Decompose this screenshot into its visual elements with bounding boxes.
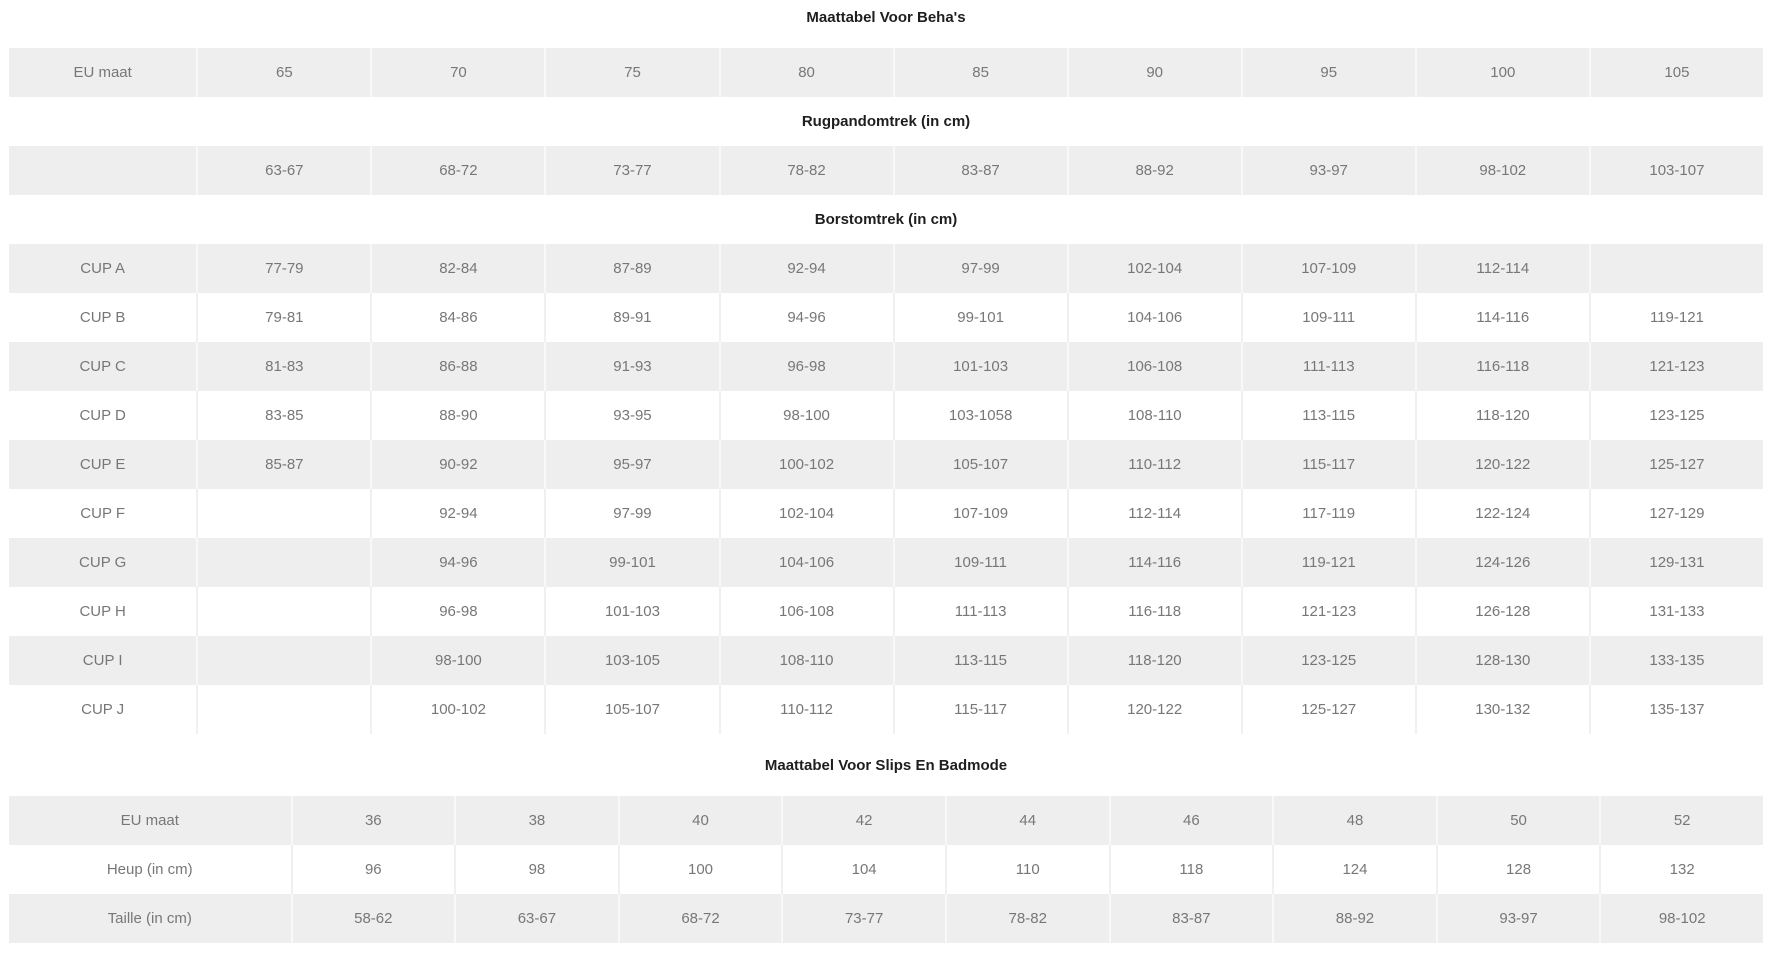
bust-value-cell <box>196 636 370 685</box>
brief-table-row <box>9 796 1763 845</box>
value-cell: 44 <box>945 796 1109 845</box>
bust-value-cell: 92-94 <box>719 244 893 293</box>
value-cell: 73-77 <box>781 894 945 943</box>
bust-value-cell: 91-93 <box>544 342 718 391</box>
bust-value-cell: 85-87 <box>196 440 370 489</box>
size-col-header: 90 <box>1067 48 1241 97</box>
cup-row <box>9 587 1763 636</box>
bust-value-cell: 133-135 <box>1589 636 1763 685</box>
bust-value-cell: 87-89 <box>544 244 718 293</box>
bust-value-cell: 131-133 <box>1589 587 1763 636</box>
value-cell: 110 <box>945 845 1109 894</box>
band-value-cell: 63-67 <box>196 146 370 195</box>
value-cell: 48 <box>1272 796 1436 845</box>
bust-value-cell: 112-114 <box>1415 244 1589 293</box>
bust-value-cell: 130-132 <box>1415 685 1589 734</box>
band-value-cell: 103-107 <box>1589 146 1763 195</box>
row-label: Taille (in cm) <box>9 894 291 943</box>
size-col-header: 85 <box>893 48 1067 97</box>
bust-value-cell: 113-115 <box>893 636 1067 685</box>
bust-value-cell: 98-100 <box>370 636 544 685</box>
band-value-cell: 83-87 <box>893 146 1067 195</box>
bust-value-cell: 111-113 <box>1241 342 1415 391</box>
bust-value-cell: 92-94 <box>370 489 544 538</box>
cup-row-label: CUP B <box>9 293 196 342</box>
bust-value-cell: 105-107 <box>893 440 1067 489</box>
value-cell: 42 <box>781 796 945 845</box>
bust-value-cell: 125-127 <box>1241 685 1415 734</box>
cup-row <box>9 489 1763 538</box>
size-col-header: 75 <box>544 48 718 97</box>
size-col-header: 80 <box>719 48 893 97</box>
value-cell: 83-87 <box>1109 894 1273 943</box>
bust-value-cell: 107-109 <box>893 489 1067 538</box>
size-col-header: 70 <box>370 48 544 97</box>
bust-value-cell: 79-81 <box>196 293 370 342</box>
value-cell: 118 <box>1109 845 1273 894</box>
band-value-cell: 98-102 <box>1415 146 1589 195</box>
bust-value-cell: 114-116 <box>1067 538 1241 587</box>
cup-row-label: CUP G <box>9 538 196 587</box>
size-col-header: 105 <box>1589 48 1763 97</box>
cup-row <box>9 636 1763 685</box>
value-cell: 132 <box>1599 845 1763 894</box>
cup-row <box>9 342 1763 391</box>
band-section-row <box>9 97 1763 146</box>
bust-value-cell: 121-123 <box>1241 587 1415 636</box>
bust-value-cell <box>196 489 370 538</box>
bra-size-header-row <box>9 48 1763 97</box>
bust-value-cell: 109-111 <box>893 538 1067 587</box>
bust-value-cell: 120-122 <box>1415 440 1589 489</box>
cup-row-label: CUP A <box>9 244 196 293</box>
bust-value-cell: 135-137 <box>1589 685 1763 734</box>
value-cell: 38 <box>454 796 618 845</box>
band-values-row <box>9 146 1763 195</box>
bust-value-cell: 100-102 <box>370 685 544 734</box>
bust-value-cell: 94-96 <box>719 293 893 342</box>
bra-table-title: Maattabel Voor Beha's <box>806 9 966 26</box>
bust-value-cell: 104-106 <box>719 538 893 587</box>
value-cell: 46 <box>1109 796 1273 845</box>
value-cell: 98 <box>454 845 618 894</box>
bust-value-cell <box>196 587 370 636</box>
brief-size-table <box>9 796 1763 943</box>
value-cell: 50 <box>1436 796 1600 845</box>
bust-value-cell: 94-96 <box>370 538 544 587</box>
band-value-cell: 68-72 <box>370 146 544 195</box>
bust-value-cell: 123-125 <box>1241 636 1415 685</box>
brief-table-row <box>9 894 1763 943</box>
row-label: Heup (in cm) <box>9 845 291 894</box>
bust-value-cell: 96-98 <box>719 342 893 391</box>
brief-table-title: Maattabel Voor Slips En Badmode <box>764 757 1008 774</box>
bust-value-cell: 83-85 <box>196 391 370 440</box>
bust-value-cell: 112-114 <box>1067 489 1241 538</box>
bust-value-cell: 97-99 <box>893 244 1067 293</box>
cup-row <box>9 244 1763 293</box>
band-section-title: Rugpandomtrek (in cm) <box>9 97 1763 146</box>
bust-value-cell: 101-103 <box>544 587 718 636</box>
bust-value-cell: 101-103 <box>893 342 1067 391</box>
bust-value-cell: 89-91 <box>544 293 718 342</box>
value-cell: 78-82 <box>945 894 1109 943</box>
bust-value-cell: 77-79 <box>196 244 370 293</box>
bust-value-cell: 98-100 <box>719 391 893 440</box>
bust-value-cell: 111-113 <box>893 587 1067 636</box>
brief-table-row <box>9 845 1763 894</box>
bust-value-cell: 104-106 <box>1067 293 1241 342</box>
value-cell: 52 <box>1599 796 1763 845</box>
bust-value-cell: 108-110 <box>719 636 893 685</box>
value-cell: 128 <box>1436 845 1600 894</box>
bust-value-cell: 113-115 <box>1241 391 1415 440</box>
size-col-header: 95 <box>1241 48 1415 97</box>
band-value-cell: 73-77 <box>544 146 718 195</box>
bust-value-cell: 102-104 <box>1067 244 1241 293</box>
cup-row-label: CUP H <box>9 587 196 636</box>
value-cell: 88-92 <box>1272 894 1436 943</box>
bust-value-cell: 127-129 <box>1589 489 1763 538</box>
bust-value-cell: 82-84 <box>370 244 544 293</box>
band-value-cell: 88-92 <box>1067 146 1241 195</box>
bust-value-cell: 115-117 <box>893 685 1067 734</box>
cup-row <box>9 293 1763 342</box>
bust-value-cell: 109-111 <box>1241 293 1415 342</box>
band-value-cell: 93-97 <box>1241 146 1415 195</box>
value-cell: 58-62 <box>291 894 455 943</box>
bust-value-cell: 102-104 <box>719 489 893 538</box>
cup-row-label: CUP E <box>9 440 196 489</box>
bust-section-title: Borstomtrek (in cm) <box>9 195 1763 244</box>
bust-value-cell <box>196 685 370 734</box>
bust-value-cell: 129-131 <box>1589 538 1763 587</box>
cup-row-label: CUP I <box>9 636 196 685</box>
row-label: EU maat <box>9 796 291 845</box>
bust-value-cell: 96-98 <box>370 587 544 636</box>
bust-value-cell: 120-122 <box>1067 685 1241 734</box>
bust-value-cell: 103-1058 <box>893 391 1067 440</box>
bust-value-cell: 116-118 <box>1415 342 1589 391</box>
bust-value-cell: 105-107 <box>544 685 718 734</box>
bust-value-cell: 93-95 <box>544 391 718 440</box>
bust-value-cell: 86-88 <box>370 342 544 391</box>
bust-value-cell: 108-110 <box>1067 391 1241 440</box>
value-cell: 124 <box>1272 845 1436 894</box>
value-cell: 40 <box>618 796 782 845</box>
bust-value-cell: 122-124 <box>1415 489 1589 538</box>
bust-value-cell: 119-121 <box>1589 293 1763 342</box>
bust-value-cell: 115-117 <box>1241 440 1415 489</box>
bust-value-cell: 99-101 <box>893 293 1067 342</box>
bust-value-cell: 125-127 <box>1589 440 1763 489</box>
bust-value-cell <box>1589 244 1763 293</box>
row-label <box>9 146 196 195</box>
value-cell: 100 <box>618 845 782 894</box>
cup-row-label: CUP C <box>9 342 196 391</box>
size-col-header: 100 <box>1415 48 1589 97</box>
bust-value-cell: 119-121 <box>1241 538 1415 587</box>
bust-value-cell: 100-102 <box>719 440 893 489</box>
bust-value-cell: 81-83 <box>196 342 370 391</box>
bust-value-cell: 110-112 <box>1067 440 1241 489</box>
bust-value-cell: 97-99 <box>544 489 718 538</box>
value-cell: 36 <box>291 796 455 845</box>
bust-value-cell: 95-97 <box>544 440 718 489</box>
bust-value-cell: 118-120 <box>1415 391 1589 440</box>
value-cell: 63-67 <box>454 894 618 943</box>
value-cell: 96 <box>291 845 455 894</box>
bust-value-cell: 107-109 <box>1241 244 1415 293</box>
bust-value-cell: 110-112 <box>719 685 893 734</box>
bust-value-cell: 121-123 <box>1589 342 1763 391</box>
bust-value-cell: 84-86 <box>370 293 544 342</box>
bust-value-cell: 124-126 <box>1415 538 1589 587</box>
value-cell: 104 <box>781 845 945 894</box>
bust-value-cell: 103-105 <box>544 636 718 685</box>
bust-value-cell: 118-120 <box>1067 636 1241 685</box>
value-cell: 68-72 <box>618 894 782 943</box>
size-chart-page <box>0 9 1772 971</box>
bust-value-cell: 116-118 <box>1067 587 1241 636</box>
cup-row <box>9 538 1763 587</box>
bust-value-cell: 106-108 <box>719 587 893 636</box>
bra-size-table <box>9 48 1763 734</box>
size-col-header: 65 <box>196 48 370 97</box>
cup-row-label: CUP F <box>9 489 196 538</box>
band-value-cell: 78-82 <box>719 146 893 195</box>
value-cell: 93-97 <box>1436 894 1600 943</box>
bust-value-cell: 99-101 <box>544 538 718 587</box>
cup-row-label: CUP J <box>9 685 196 734</box>
bust-value-cell: 88-90 <box>370 391 544 440</box>
value-cell: 98-102 <box>1599 894 1763 943</box>
cup-row <box>9 685 1763 734</box>
cup-row-label: CUP D <box>9 391 196 440</box>
bust-value-cell: 126-128 <box>1415 587 1589 636</box>
bust-value-cell: 90-92 <box>370 440 544 489</box>
bust-value-cell: 114-116 <box>1415 293 1589 342</box>
bust-section-row <box>9 195 1763 244</box>
bust-value-cell <box>196 538 370 587</box>
bust-value-cell: 128-130 <box>1415 636 1589 685</box>
row-label: EU maat <box>9 48 196 97</box>
bust-value-cell: 117-119 <box>1241 489 1415 538</box>
bust-value-cell: 123-125 <box>1589 391 1763 440</box>
bust-value-cell: 106-108 <box>1067 342 1241 391</box>
cup-row <box>9 391 1763 440</box>
cup-row <box>9 440 1763 489</box>
